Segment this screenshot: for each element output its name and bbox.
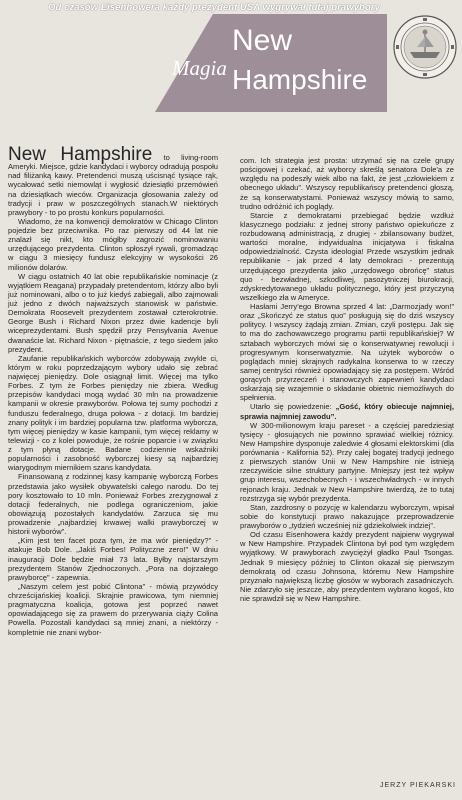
paragraph: com. Ich strategia jest prosta: utrzymać się na czele grupy pościgowej i czekać, aż wyborcy skreślą senatora Dole'a ze względu na podeszły wiek albo na fakt, że jest „człowiekiem z obecnego układu”. Wszyscy republikańscy pretendenci głoszą, że są konserwatystami. Ponieważ wszyscy mówią to samo, trudno odróżnić ich poglądy.: [240, 156, 454, 211]
kicker: Od czasów Eisenhowera każdy prezydent USA wygrywał tutaj prawybory: [48, 2, 380, 13]
paragraph: Starcie z demokratami przebiegać będzie wzdłuż klasycznego podziału: z jednej strony państwo opiekuńcze z rozbudowaną administracją, z drugiej - zbilansowany budżet, wartości moralne, indywidualna inicjatywa i fiskalna odpowiedzialność. Czysta ideologia! Przede wszystkim jednak republikanie - jak przed 4 laty demokraci - prezentują urzędującego prezydenta jako „urzędowego obrońcę” status quo - bezwładnej, szkodliwej, pasożytniczej biurokracji, zdyskredytowanego układu politycznego, który jest przyczyną wszelkiego zła w Ameryce.: [240, 210, 454, 302]
headline-new: New: [232, 24, 293, 57]
paragraph: Hasłami Jerry'ego Browna sprzed 4 lat: „Darmozjady won!” oraz „Skończyć ze status quo” posługują się do dziś wszyscy politycy. I wszyscy żądają zmian. Zmian, czyli postępu. Jak się to ma do zachowawczego programu partii republikańskiej? W sztabach wyborczych mówi się o konserwatywnej rewolucji i progresywnym konserwatyzmie. Na użytek wyborców o poglądach mniej skrajnych radykalna konserwa to w rzeczy samej centryści również opowiadający się za postępem. Wśród gorących przyrzeczeń i stanowczych zapewnień kandydaci oskarżają się wzajemnie o składanie obietnic niemożliwych do spełnienia.: [240, 302, 454, 403]
paragraph: „Naszym celem jest pobić Clintona” - mówią przywódcy chrześcijańskiej koalicji. Skrajnie prawicowa, tym niemniej pragmatyczna koalicja, gotowa jest poprzeć nawet opowiadającego się za prawem do przerywania ciąży Colina Powella. Pozostali kandydaci są mniej znani, a niektórzy - kompletnie nie znani wybor-: [8, 581, 218, 637]
right-column: [240, 156, 454, 603]
headline-magia: Magia: [172, 56, 227, 80]
lead-paragraph: [8, 144, 218, 217]
paragraph: Zaufanie republikańskich wyborców zdobywają zwykle ci, którym w roku poprzedzającym wybory udało się zebrać najwięcej pieniędzy. Dole osiągnął limit. Więcej ma tylko Forbes. Z tym że Forbes pieniędzy nie zbiera. Według przepisów kandydaci mogą wydać 30 mln na prowadzenie kampanii w okresie prawyborów. Połowa tej sumy pochodzi z funduszu federalnego, druga połowa - z dotacji. Im bardziej znany polityk i im bardziej popularna tzw. platforma wyborcza, tym więcej pieniędzy w kasie kampanii, tym więcej reklamy w telewizji - co z kolei powoduje, że rośnie poparcie i w związku z tym płyną dotacje. Badane codziennie wskaźniki popularności i zasobność wyborczej kiesy są najbardziej wiarygodnym miernikiem szans kandydata.: [8, 353, 218, 473]
lead-title: New Hampshire: [8, 144, 153, 165]
paragraph: Finansowaną z rodzinnej kasy kampanię wyborczą Forbes przedstawia jako wysiłek obywatelski całego narodu. Do tej pory kosztowało to 10 mln. Ponieważ Forbes zrezygnował z dotacji federalnych, nie podlega ograniczeniom, jakie obowiązują pozostałych kandydatów. Zarzuca się mu prowadzenie „najbardziej krwawej walki prawyborczej w historii wyborów”.: [8, 472, 218, 537]
saying-quote: „Gość, który obiecuje najmniej, sprawia najmniej zawodu”.: [240, 402, 454, 421]
saying-intro: Utarło się powiedzenie:: [250, 402, 336, 412]
state-seal-icon: [392, 14, 458, 80]
paragraph: Stan, zazdrosny o pozycję w kalendarzu wyborczym, wpisał sobie do konstytucji prawo nakazujące przeprowadzenie prawyborów o „tydzień wcześniej niż gdziekolwiek indziej”.: [240, 502, 454, 530]
author-signature: JERZY PIEKARSKI: [380, 782, 456, 789]
paragraph: Wiadomo, że na konwencji demokratów w Chicago Clinton pojedzie bez przeciwnika. Po raz pierwszy od 44 lat nie znalazł się nikt, kto mógłby zagrozić nominowaniu urzędującego prezydenta. Clinton spłoszył rywali, gromadząc w ciągu 3 miesięcy fundusz elekcyjny w wysokości 26 milionów dolarów.: [8, 216, 218, 272]
paragraph: „Kim jest ten facet poza tym, że ma wór pieniędzy?” - atakuje Bob Dole. „Jakiś Forbes! Polityczne zero!” W dniu inauguracji Dole będzie miał 73 lata. Byłby najstarszym prezydentem Stanów Zjednoczonych. „Pora na dojrzałego prawyborcę” - zapewnia.: [8, 536, 218, 582]
paragraph: Od czasu Eisenhowera każdy prezydent najpierw wygrywał w New Hampshire. Przypadek Clintona był pod tym względem wyjątkowy. W prawyborach zwyciężył gładko Paul Tsongas. Jednak 9 miesięcy później to Clinton okazał się pierwszym demokratą od czasu Johnsona, któremu New Hampshire przyznało największą liczbę głosów w wyborach zasadniczych. Nie zdarzyło się jeszcze, aby prezydentem wybrano kogoś, kto nie sprawdził się w New Hampshire.: [240, 530, 454, 603]
left-column: [8, 144, 218, 637]
headline-hampshire: Hampshire: [232, 64, 368, 95]
paragraph: W ciągu ostatnich 40 lat obie republikańskie nominacje (z wyjątkiem Reagana) przypadały pretendentom, którzy albo byli już nominowani, albo o to już kiedyś zabiegali, albo zajmowali już jedno z dwóch najważszych stanowisk w państwie. Demokrata Roosevelt prezydentem zostawał czterokrotnie. George Bush i Richard Nixon przez dwie kadencje byli wiceprezydentami. Bush spędził przy Pensylvania Avenue dwanaście lat. Richard Nixon - piętnaście, z tego siedem jako prezydent.: [8, 271, 218, 354]
lead-text: to living-room Ameryki. Miejsce, gdzie kandydaci i wyborcy odradują pospołu nad filiżanką kawy. Pretendenci muszą uścisnąć tysiące rąk, wycałować setki niemowląt i wygłosić dziesiątki przemówień na dziesiątkach wieców. Organizacja głosowania zależy od tradycji i praw w poszczególnych stanach.W niektórych prawybory - to po prostu konkurs popularności.: [8, 153, 218, 217]
paragraph: W 300-milionowym kraju pareset - a częściej paredziesiąt tysięcy - głosujących nie powinno sprawiać wielkiej różnicy. New Hampshire dysponuje zaledwie 4 głosami elektorskimi (dla porównania - Kalifornia 52). Przy całej bogatej tradycji jednego z pierwszych stanów Unii w New Hampshire nie istnieją rzeczywiście silne struktury partyjne. Mniejszy jest też wpływ grup interesu, wszechobecnych - i wszechwładnych - w innych rejonach kraju. Jednak w New Hampshire twierdzą, że to tutaj rozstrzyga się wybór prezydenta.: [240, 420, 454, 503]
saying-paragraph: [240, 402, 454, 420]
